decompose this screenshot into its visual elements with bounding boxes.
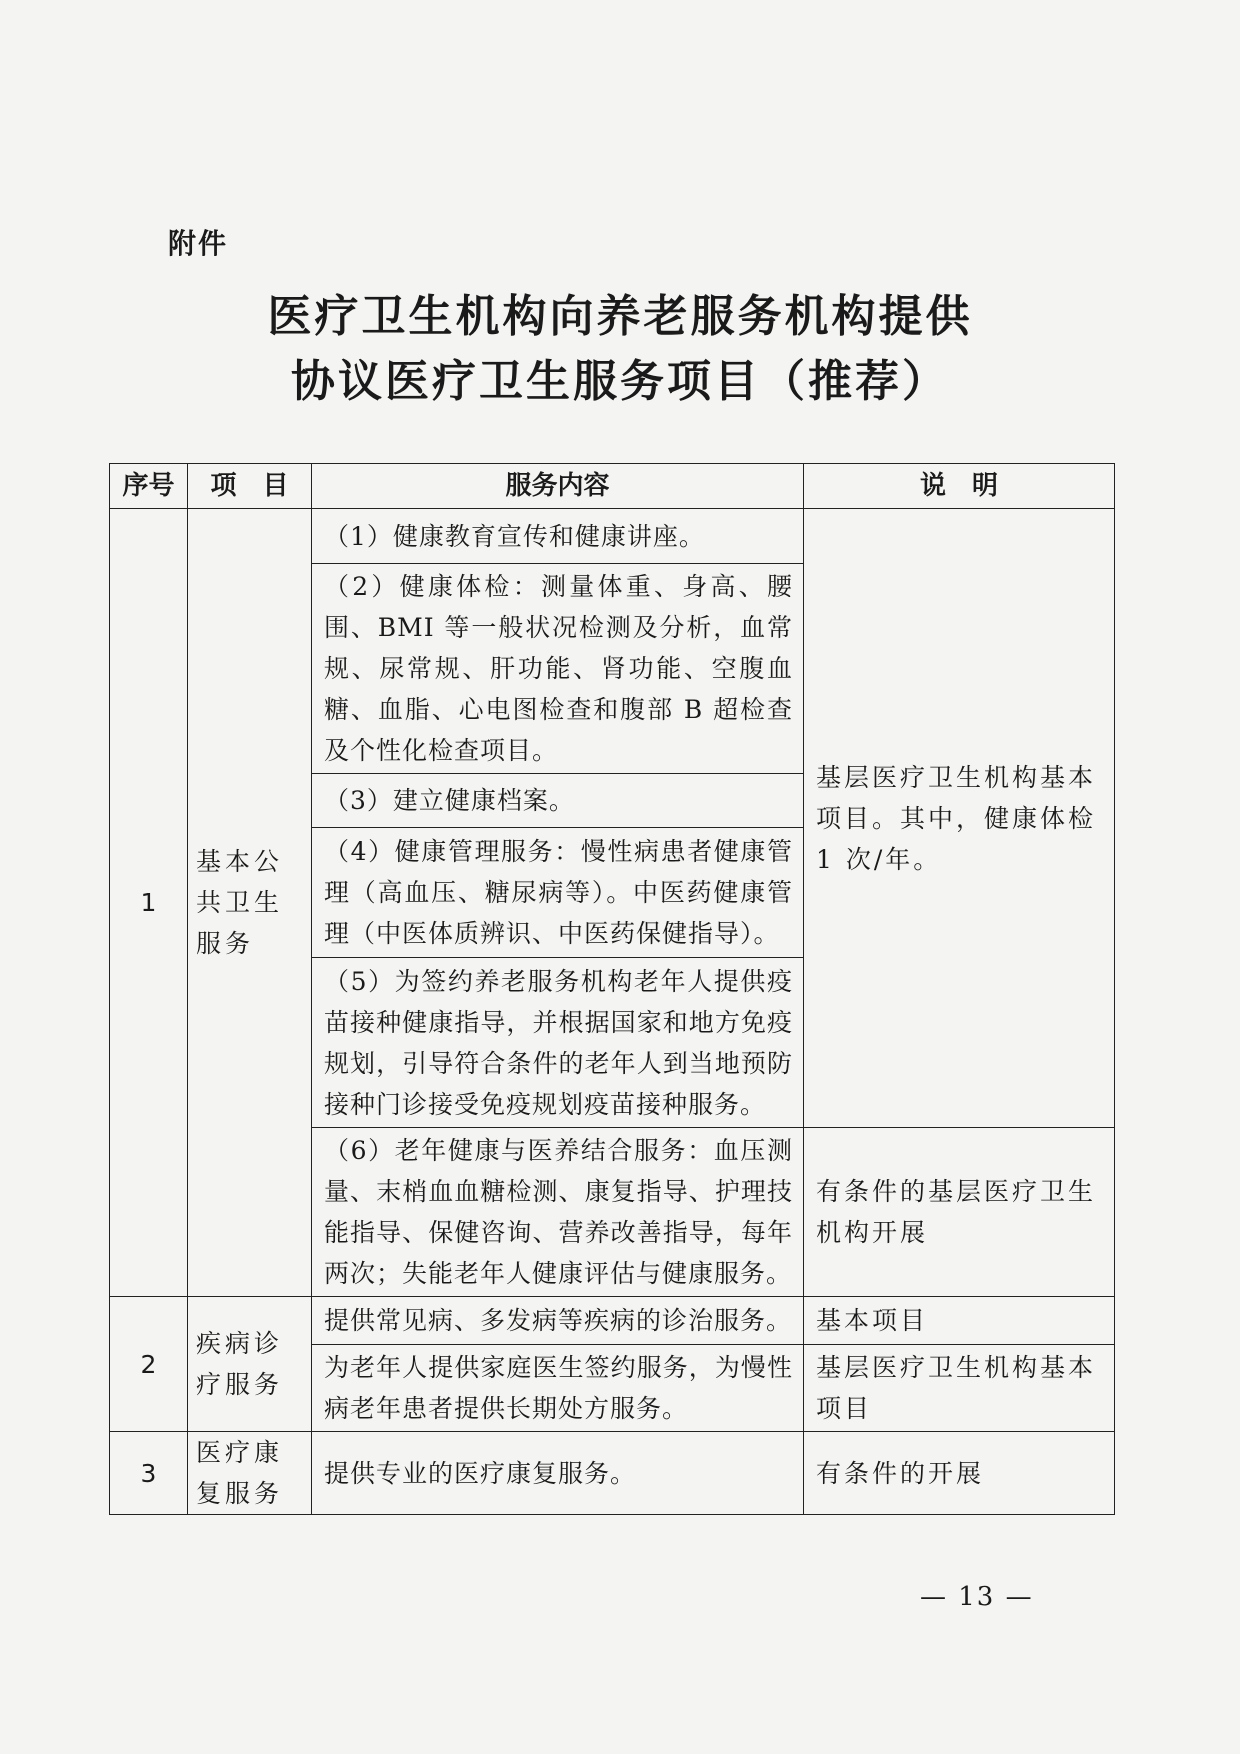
row-number: 3 (110, 1432, 188, 1515)
content-cell: （6）老年健康与医养结合服务：血压测量、末梢血血糖检测、康复指导、护理技能指导、保健咨询、营养改善指导，每年两次；失能老年人健康评估与健康服务。 (312, 1128, 804, 1297)
header-no: 序号 (110, 464, 188, 509)
content-cell: 提供常见病、多发病等疾病的诊治服务。 (312, 1297, 804, 1345)
note-cell: 基层医疗卫生机构基本项目。其中，健康体检 1 次/年。 (804, 509, 1115, 1128)
header-note: 说 明 (804, 464, 1115, 509)
content-cell: 为老年人提供家庭医生签约服务，为慢性病老年患者提供长期处方服务。 (312, 1345, 804, 1432)
note-cell: 有条件的基层医疗卫生机构开展 (804, 1128, 1115, 1297)
note-cell: 基本项目 (804, 1297, 1115, 1345)
table-row (110, 1297, 1115, 1345)
row-item: 基本公共卫生服务 (188, 509, 312, 1297)
content-cell: （4）健康管理服务：慢性病患者健康管理（高血压、糖尿病等）。中医药健康管理（中医体质辨识、中医药保健指导）。 (312, 828, 804, 958)
header-content: 服务内容 (312, 464, 804, 509)
page-number: — 13 — (920, 1582, 1034, 1612)
note-cell: 有条件的开展 (804, 1432, 1115, 1515)
note-cell: 基层医疗卫生机构基本项目 (804, 1345, 1115, 1432)
row-item: 疾病诊疗服务 (188, 1297, 312, 1432)
row-number: 1 (110, 509, 188, 1297)
content-cell: （3）建立健康档案。 (312, 774, 804, 828)
row-item: 医疗康复服务 (188, 1432, 312, 1515)
content-cell: 提供专业的医疗康复服务。 (312, 1432, 804, 1515)
document-title-line1: 医疗卫生机构向养老服务机构提供 (267, 291, 973, 342)
service-items-table (109, 463, 1115, 1515)
table-row (110, 509, 1115, 564)
table-row (110, 1432, 1115, 1515)
row-number: 2 (110, 1297, 188, 1432)
attachment-label: 附件 (168, 227, 229, 260)
header-item: 项 目 (188, 464, 312, 509)
table-header-row (110, 464, 1115, 509)
content-cell: （1）健康教育宣传和健康讲座。 (312, 509, 804, 564)
content-cell: （5）为签约养老服务机构老年人提供疫苗接种健康指导，并根据国家和地方免疫规划，引导符合条件的老年人到当地预防接种门诊接受免疫规划疫苗接种服务。 (312, 958, 804, 1128)
document-title-line2: 协议医疗卫生服务项目（推荐） (291, 356, 949, 407)
content-cell: （2）健康体检：测量体重、身高、腰围、BMI 等一般状况检测及分析，血常规、尿常规、肝功能、肾功能、空腹血糖、血脂、心电图检查和腹部 B 超检查及个性化检查项目。 (312, 564, 804, 774)
